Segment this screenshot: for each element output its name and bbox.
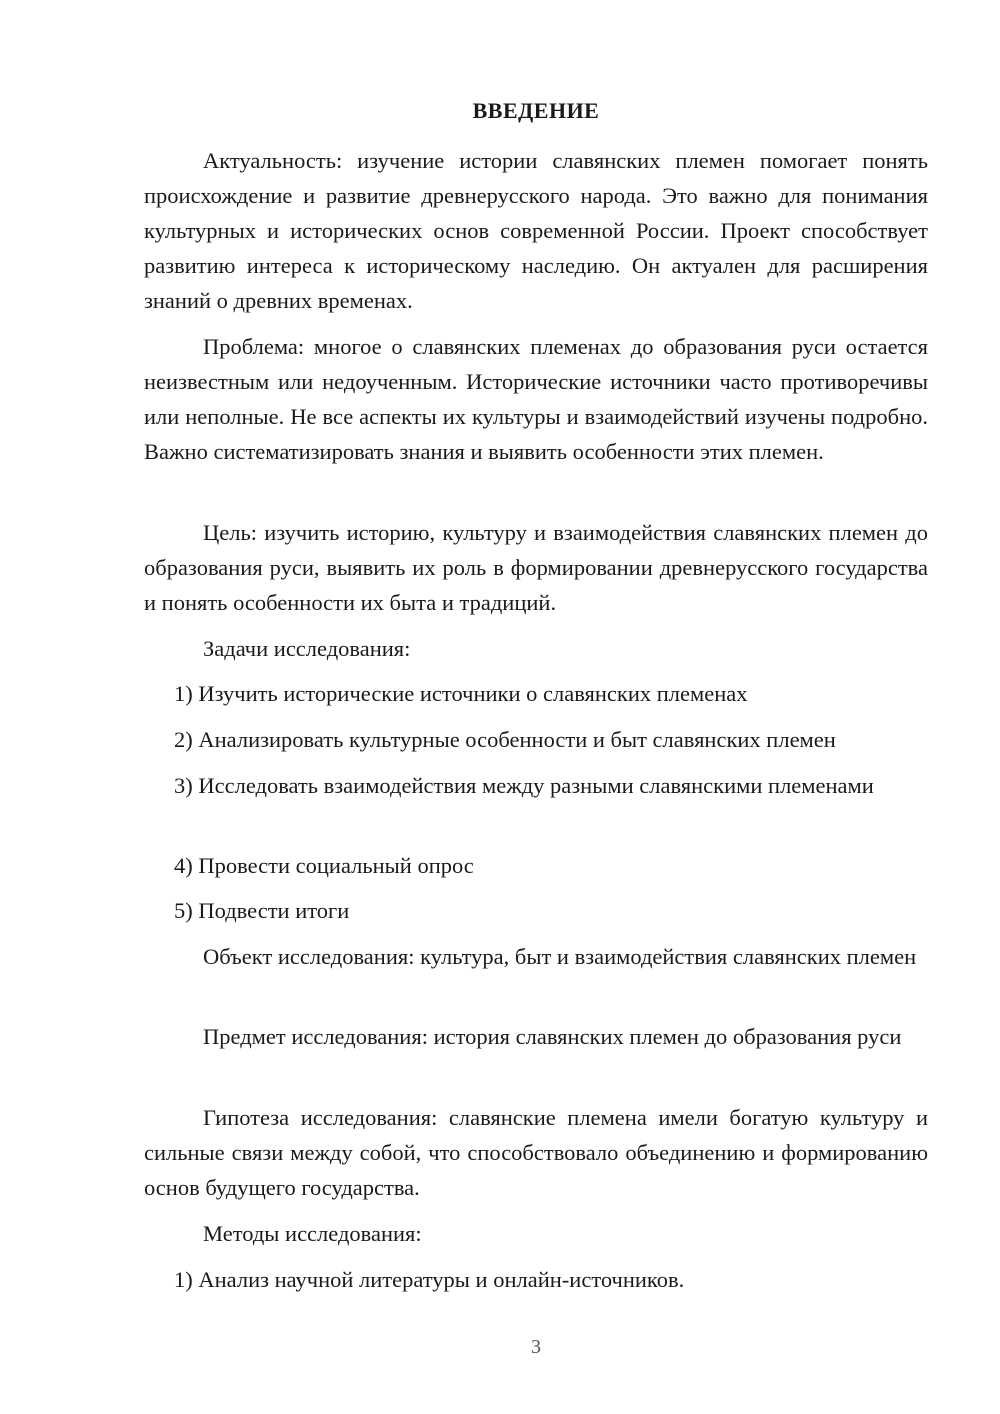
- task-item: 2) Анализировать культурные особенности и быт славянских племен: [174, 727, 836, 752]
- task-item: 3) Исследовать взаимодействия между разными славянскими племенами: [174, 773, 874, 798]
- page-number: 3: [531, 1336, 541, 1358]
- relevance-paragraph: Актуальность: изучение истории славянских племен помогает понять происхождение и развитие древнерусского народа. Это важно для понимания культурных и исторических основ современной России. Проект способствует развитию интереса к историческому наследию. Он актуален для расширения знаний о древних временах.: [144, 148, 928, 313]
- object-paragraph: Объект исследования: культура, быт и взаимодействия славянских племен: [203, 944, 917, 969]
- section-heading: ВВЕДЕНИЕ: [472, 98, 600, 123]
- task-item: 5) Подвести итоги: [174, 898, 350, 923]
- goal-paragraph: Цель: изучить историю, культуру и взаимодействия славянских племен до образования руси, выявить их роль в формировании древнерусского государства и понять особенности их быта и традиций.: [144, 520, 928, 615]
- task-item: 1) Изучить исторические источники о славянских племенах: [174, 681, 748, 706]
- task-item: 4) Провести социальный опрос: [174, 853, 474, 878]
- problem-paragraph: Проблема: многое о славянских племенах до образования руси остается неизвестным или недоученным. Исторические источники часто противоречивы или неполные. Не все аспекты их культуры и взаимодействий изучены подробно. Важно систематизировать знания и выявить особенности этих племен.: [144, 334, 928, 464]
- methods-title: Методы исследования:: [203, 1221, 422, 1246]
- subject-paragraph: Предмет исследования: история славянских племен до образования руси: [203, 1024, 902, 1049]
- method-item: 1) Анализ научной литературы и онлайн-источников.: [174, 1267, 685, 1292]
- hypothesis-paragraph: Гипотеза исследования: славянские племена имели богатую культуру и сильные связи между собой, что способствовало объединению и формированию основ будущего государства.: [144, 1105, 928, 1200]
- tasks-title: Задачи исследования:: [203, 636, 411, 661]
